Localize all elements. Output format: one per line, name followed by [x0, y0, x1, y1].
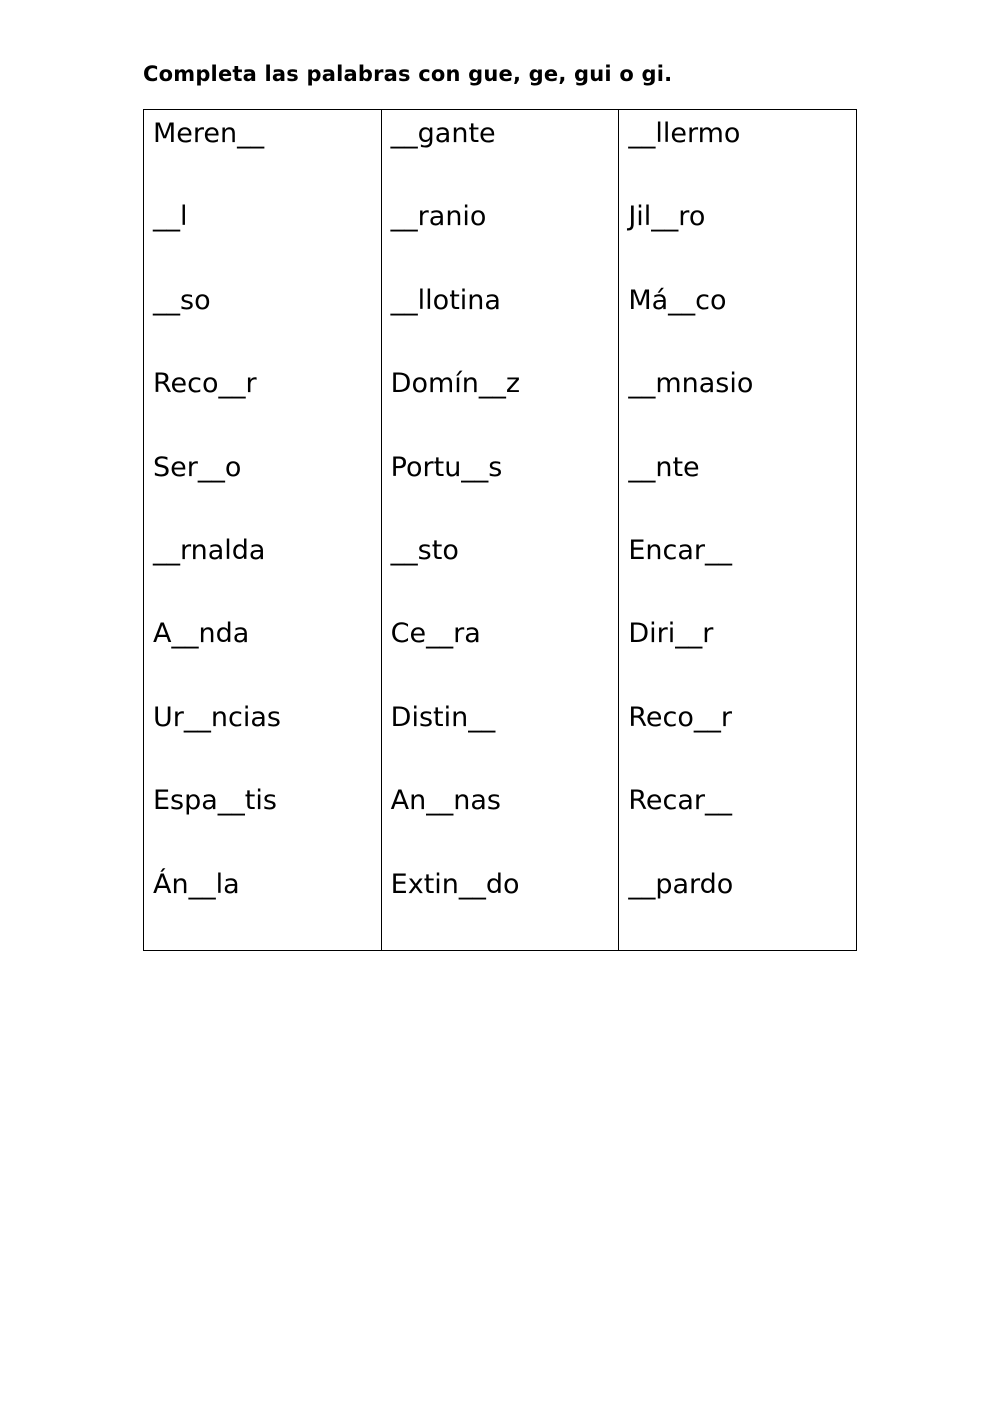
- word-item: Distin__: [390, 701, 496, 733]
- word-item: Reco__r: [628, 701, 732, 733]
- word-item: Encar__: [628, 535, 733, 567]
- word-item: A__nda: [153, 618, 250, 650]
- word-item: __llotina: [390, 284, 501, 316]
- word-table: [143, 109, 857, 951]
- word-item: Ser__o: [153, 451, 242, 483]
- word-item: __pardo: [628, 868, 734, 900]
- word-item: Án__la: [153, 868, 240, 900]
- word-item: Ur__ncias: [153, 701, 281, 733]
- word-item: __so: [153, 284, 211, 316]
- word-item: Meren__: [153, 118, 265, 149]
- word-item: Recar__: [628, 785, 732, 817]
- word-column-1: [144, 110, 382, 950]
- word-item: __ranio: [390, 201, 487, 233]
- word-item: Domín__z: [390, 368, 521, 400]
- word-item: Extin__do: [390, 868, 520, 900]
- word-column-2: [382, 110, 620, 950]
- word-item: Reco__r: [153, 368, 257, 400]
- word-item: __mnasio: [628, 368, 754, 400]
- word-item: Jil__ro: [628, 201, 706, 233]
- word-item: Ce__ra: [390, 618, 481, 650]
- word-item: __llermo: [628, 118, 741, 149]
- word-item: __gante: [390, 118, 496, 149]
- instructions-heading: Completa las palabras con gue, ge, gui o gi.: [143, 62, 673, 86]
- word-item: Portu__s: [390, 451, 503, 483]
- word-item: __nte: [628, 451, 700, 483]
- word-item: An__nas: [390, 785, 501, 817]
- word-item: __sto: [390, 535, 459, 567]
- word-item: __rnalda: [153, 535, 266, 567]
- word-item: __l: [153, 201, 188, 233]
- word-item: Má__co: [628, 284, 727, 316]
- word-item: Diri__r: [628, 618, 714, 650]
- word-item: Espa__tis: [153, 785, 277, 817]
- word-column-3: [619, 110, 856, 950]
